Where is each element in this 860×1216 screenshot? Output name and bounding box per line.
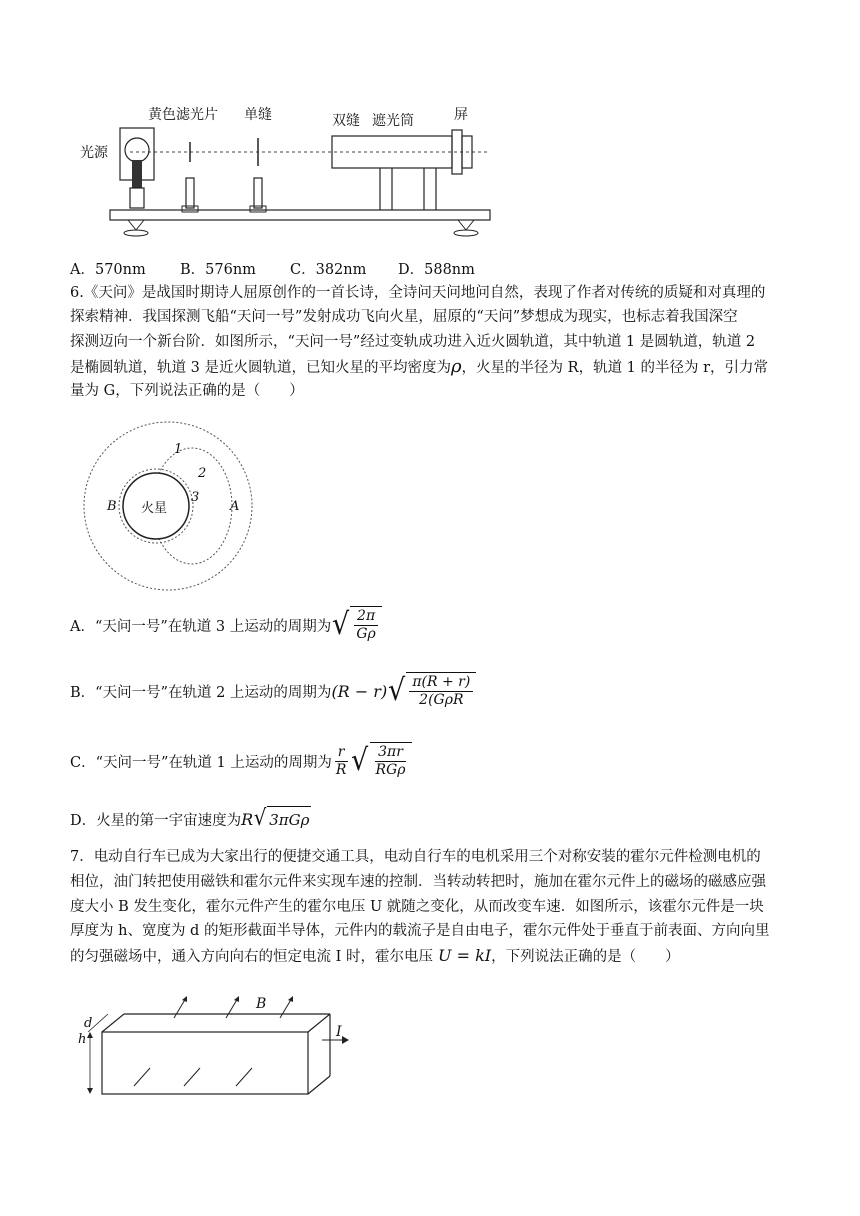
q6-line-1: 6.《天问》是战国时期诗人屈原创作的一首长诗，全诗问天问地问自然，表现了作者对传统的质疑和对真理的	[70, 285, 766, 301]
q7-line-2: 相位，油门转把使用磁铁和霍尔元件来实现车速的控制．当转动转把时，施加在霍尔元件上的磁场的磁感应强	[70, 874, 766, 890]
label-single-slit: 单缝	[244, 107, 272, 123]
q5-option-c: C．382nm	[290, 262, 367, 278]
q6-option-d-text: D．火星的第一宇宙速度为	[70, 812, 242, 829]
q6-option-a-text: A．“天问一号”在轨道 3 上运动的周期为	[70, 618, 332, 635]
point-b-label: B	[107, 499, 117, 514]
label-yellow-filter: 黄色滤光片	[148, 107, 218, 123]
orbit-2-label: 2	[198, 466, 207, 481]
mars-label: 火星	[141, 501, 168, 516]
d-label: d	[84, 1016, 93, 1031]
sqrt-3pi-g-rho: √ 3πGρ	[253, 806, 310, 831]
q7-line-5-tail: ，下列说法正确的是（ ）	[491, 949, 680, 965]
rho-symbol: ρ	[450, 356, 462, 377]
q6-option-a	[70, 606, 382, 644]
label-light-tube: 遮光筒	[372, 113, 414, 129]
q7-line-4: 厚度为 h、宽度为 d 的矩形截面半导体，元件内的载流子是自由电子，霍尔元件处于垂直于前表面、方向向里	[70, 923, 770, 939]
q5-option-a: A．570nm	[70, 262, 146, 278]
q6-line-5: 量为 G，下列说法正确的是（ ）	[70, 383, 304, 399]
q6-option-c	[70, 742, 412, 780]
u-equals-ki: U = kI	[432, 946, 492, 965]
orbit-1-label: 1	[174, 442, 183, 457]
point-a-label: A	[230, 499, 240, 514]
q6-option-b	[70, 672, 476, 710]
sqrt-option-c: √ $\frac{3\pi r}{\text{RGρ}}$	[350, 742, 411, 780]
q6-option-b-text: B．“天问一号”在轨道 2 上运动的周期为	[70, 684, 332, 701]
h-label: h	[78, 1032, 87, 1047]
q7-line-1: 7．电动自行车已成为大家出行的便捷交通工具，电动自行车的电机采用三个对称安装的霍尔元件检测电机的	[70, 849, 761, 865]
q5-option-b: B．576nm	[180, 262, 256, 278]
label-screen: 屏	[454, 107, 468, 123]
i-label: I	[336, 1024, 342, 1040]
double-slit-apparatus-figure	[80, 100, 500, 245]
q6-line-3: 探测迈向一个新台阶．如图所示，“天问一号”经过变轨成功进入近火圆轨道，其中轨道 1 是圆轨道，轨道 2	[70, 334, 756, 350]
q7-line-5-head: 的匀强磁场中，通入方向向右的恒定电流 I 时，霍尔电压	[70, 949, 433, 965]
sqrt-2pi-over-g-rho: √ $\frac{2\pi}{G\rho}$	[331, 606, 382, 644]
r-minus-r-factor: (R − r)	[331, 681, 388, 701]
hall-element-figure	[74, 988, 374, 1103]
label-double-slit: 双缝	[332, 113, 360, 129]
q7-line-3: 度大小 B 发生变化，霍尔元件产生的霍尔电压 U 就随之变化，从而改变车速．如图所示，该霍尔元件是一块	[70, 899, 764, 915]
sqrt-option-b: √ $\frac{\pi(R + r)}{\text{2(GρR}}$	[387, 672, 476, 710]
q6-line-2: 探索精神．我国探测飞船“天问一号”发射成功飞向火星，屈原的“天问”梦想成为现实，也标志着我国深空	[70, 309, 738, 325]
q6-option-c-text: C．“天问一号”在轨道 1 上运动的周期为	[70, 754, 332, 771]
q5-option-d: D．588nm	[398, 262, 475, 278]
q6-option-d	[70, 806, 311, 832]
label-light-source: 光源	[80, 145, 108, 161]
b-label: B	[256, 996, 267, 1012]
q7-line-5	[70, 945, 680, 968]
r-factor: R	[241, 809, 254, 829]
q6-line-4-head: 是椭圆轨道，轨道 3 是近火圆轨道，已知火星的平均密度为	[70, 360, 451, 376]
orbit-3-label: 3	[191, 490, 200, 505]
q6-line-4-tail: ，火星的半径为 R，轨道 1 的半径为 r，引力常	[461, 360, 769, 376]
r-over-R: $\frac{r}{R}$	[335, 743, 347, 778]
q6-line-4	[70, 356, 768, 379]
